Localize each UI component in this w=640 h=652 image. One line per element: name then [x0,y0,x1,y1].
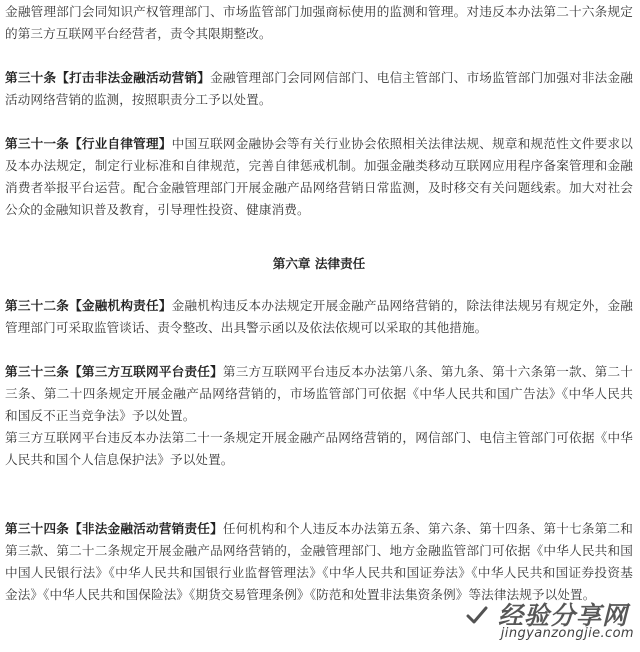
watermark-text: 经验分享网 [497,601,628,630]
article-33 [5,361,633,427]
article-31 [5,133,633,221]
article-title: 第三十三条【第三方互联网平台责任】 [5,364,223,379]
paragraph-body: 第三方互联网平台违反本办法第二十一条规定开展金融产品网络营销的，网信部门、电信主管部门可依据《中华人民共和国个人信息保护法》予以处置。 [5,430,633,467]
article-34 [5,518,633,606]
paragraph [5,1,633,45]
article-body: 金融机构违反本办法规定开展金融产品网络营销的，除法律法规另有规定外，金融管理部门可采取监管谈话、责令整改、出具警示函以及依法依规可以采取的其他措施。 [5,298,633,335]
article-32 [5,295,633,339]
article-title: 第三十二条【金融机构责任】 [5,298,172,313]
paragraph-body: 金融管理部门会同知识产权管理部门、市场监管部门加强商标使用的监测和管理。对违反本办法第二十六条规定的第三方互联网平台经营者，责令其限期整改。 [5,4,633,41]
watermark-url: jingyanzongjie.com [500,626,634,641]
article-body: 金融管理部门会同网信部门、电信主管部门、市场监管部门加强对非法金融活动网络营销的监测，按照职责分工予以处置。 [5,70,633,107]
paragraph [5,427,633,471]
checkmark-icon [466,604,488,626]
article-30 [5,67,633,111]
article-title: 第三十一条【行业自律管理】 [5,136,172,151]
article-body: 任何机构和个人违反本办法第五条、第六条、第十四条、第十七条第二和第三款、第二十二条规定开展金融产品网络营销的，金融管理部门、地方金融监管部门可依据《中华人民共和国中国人民银行法》《中华人民共和国银行业监督管理法》《中华人民共和国证券法》《中华人民共和国证券投资基金法》《中华人民共和国保险法》《期货交易管理条例》《防范和处置非法集资条例》等法律法规予以处置。 [5,521,633,602]
watermark [466,596,634,644]
article-title: 第三十四条【非法金融活动营销责任】 [5,521,223,536]
article-body: 中国互联网金融协会等有关行业协会依照相关法律法规、规章和规范性文件要求以及本办法规定，制定行业标准和自律规范，完善自律惩戒机制。加强金融类移动互联网应用程序备案管理和金融消费者举报平台运营。配合金融管理部门开展金融产品网络营销日常监测，及时移交有关问题线索。加大对社会公众的金融知识普及教育，引导理性投资、健康消费。 [5,136,633,217]
article-body: 第三方互联网平台违反本办法第八条、第九条、第十六条第一款、第二十三条、第二十四条规定开展金融产品网络营销的，市场监管部门可依据《中华人民共和国广告法》《中华人民共和国反不正当竞争法》予以处置。 [5,364,633,423]
chapter-heading: 第六章 法律责任 [272,256,366,271]
article-title: 第三十条【打击非法金融活动营销】 [5,70,211,85]
